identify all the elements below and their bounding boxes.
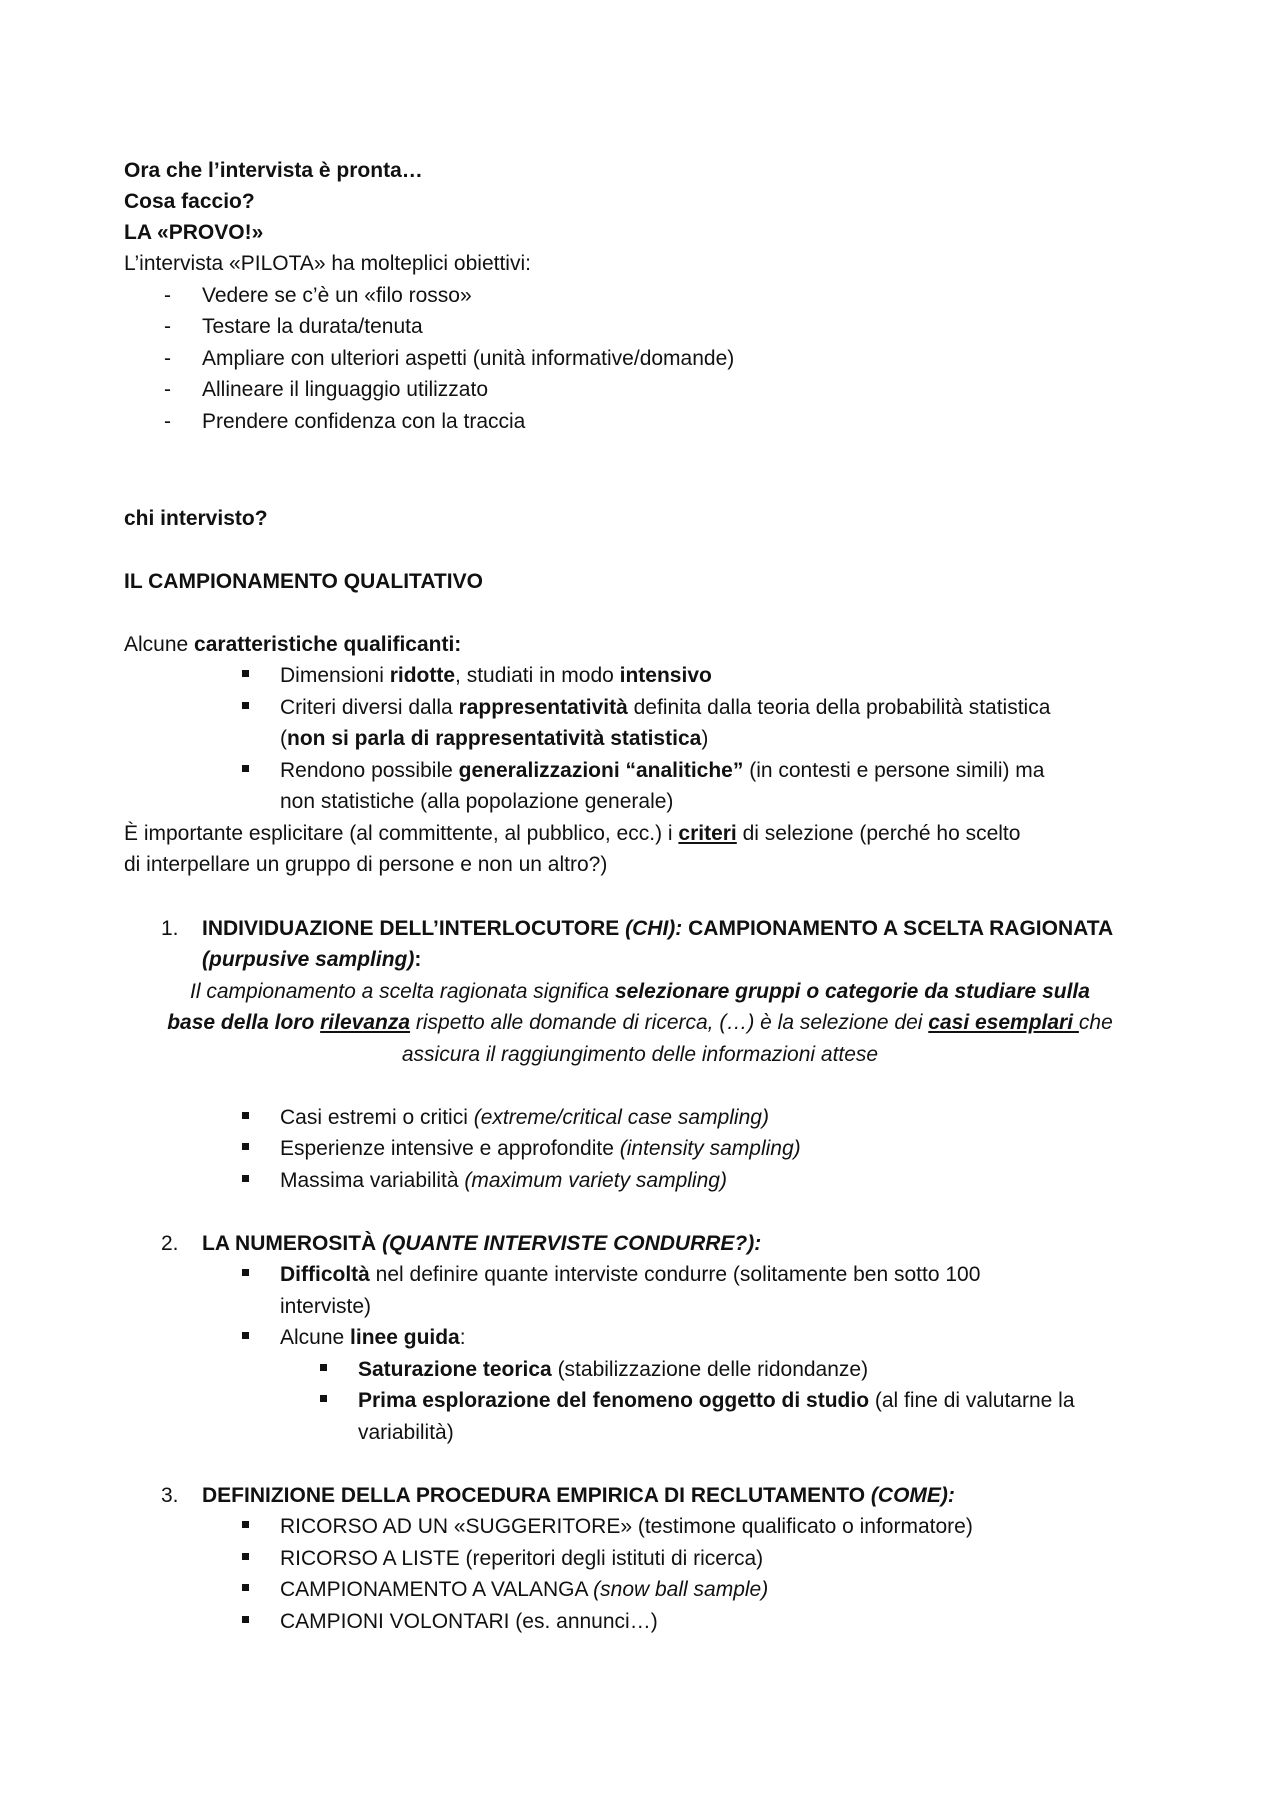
text-run: Dimensioni xyxy=(280,664,390,687)
text-run: Esperienze intensive e approfondite xyxy=(280,1137,620,1160)
text-run-bold: caratteristiche qualificanti: xyxy=(194,633,462,656)
text-run-italic: (maximum variety sampling) xyxy=(464,1169,727,1192)
guideline-item-1 xyxy=(358,1354,868,1386)
text-run: Criteri diversi dalla xyxy=(280,696,459,719)
text-run-bold: Prima esplorazione del fenomeno oggetto di studio xyxy=(358,1389,870,1412)
list-number: 1. xyxy=(161,917,179,940)
definition-quote-line-3: assicura il raggiungimento delle informazioni attese xyxy=(401,1043,879,1066)
recruitment-item: RICORSO AD UN «SUGGERITORE» (testimone qualificato o informatore) xyxy=(280,1515,973,1538)
objective-item: Testare la durata/tenuta xyxy=(202,315,423,338)
text-run: : xyxy=(414,948,422,971)
characteristic-item-2 xyxy=(280,692,1050,724)
objective-item: Vedere se c’è un «filo rosso» xyxy=(202,284,472,307)
square-bullet-icon xyxy=(242,765,249,772)
section3-title xyxy=(202,1480,955,1512)
list-number: 3. xyxy=(161,1484,179,1507)
text-run: ) xyxy=(701,727,709,750)
text-run: definita dalla teoria della probabilità statistica xyxy=(627,696,1051,719)
text-run: INDIVIDUAZIONE DELL’INTERLOCUTORE xyxy=(202,917,626,940)
text-run: CAMPIONAMENTO A VALANGA xyxy=(280,1578,594,1601)
text-run: Casi estremi o critici xyxy=(280,1106,474,1129)
characteristic-item-1 xyxy=(280,660,712,692)
criteria-paragraph-line-2: di interpellare un gruppo di persone e non un altro?) xyxy=(124,853,608,876)
text-run: di selezione (perché ho scelto xyxy=(736,822,1021,845)
section1-title-cont xyxy=(202,944,421,976)
characteristics-intro xyxy=(124,629,461,661)
text-run: Massima variabilità xyxy=(280,1169,465,1192)
text-run-bold: linee guida xyxy=(350,1326,460,1349)
text-run: (al fine di valutarne la xyxy=(869,1389,1075,1412)
square-bullet-icon xyxy=(242,1553,249,1560)
sampling-item xyxy=(280,1165,727,1197)
square-bullet-icon xyxy=(242,702,249,709)
dash-bullet: - xyxy=(164,315,171,338)
intro-line-4: L’intervista «PILOTA» ha molteplici obiettivi: xyxy=(124,252,531,275)
text-run-italic: (QUANTE INTERVISTE CONDURRE?): xyxy=(382,1232,762,1255)
text-run-bold: Saturazione teorica xyxy=(358,1358,552,1381)
text-run: (stabilizzazione delle ridondanze) xyxy=(551,1358,869,1381)
square-bullet-icon xyxy=(242,1616,249,1623)
recruitment-item: RICORSO A LISTE (reperitori degli istituti di ricerca) xyxy=(280,1547,764,1570)
objective-item: Ampliare con ulteriori aspetti (unità informative/domande) xyxy=(202,347,735,370)
text-run-bold: rappresentatività xyxy=(458,696,628,719)
text-run-bold: non si parla di rappresentatività statistica xyxy=(287,727,702,750)
square-bullet-icon xyxy=(242,1332,249,1339)
square-bullet-icon xyxy=(242,1269,249,1276)
section-heading: IL CAMPIONAMENTO QUALITATIVO xyxy=(124,570,483,593)
definition-quote-line-2 xyxy=(0,1007,1280,1039)
dash-bullet: - xyxy=(164,347,171,370)
text-run: LA NUMEROSITÀ xyxy=(202,1232,383,1255)
text-run-bold: generalizzazioni “analitiche” xyxy=(458,759,744,782)
text-run: : xyxy=(459,1326,466,1349)
sampling-item xyxy=(280,1133,801,1165)
characteristic-item-3 xyxy=(280,755,1044,787)
objective-item: Prendere confidenza con la traccia xyxy=(202,410,526,433)
square-bullet-icon xyxy=(242,1143,249,1150)
text-run: (in contesti e persone simili) ma xyxy=(743,759,1045,782)
text-run-bold-underline: criteri xyxy=(678,822,737,845)
criteria-paragraph-line-1 xyxy=(124,818,1020,850)
text-run: nel definire quante interviste condurre (solitamente ben sotto 100 xyxy=(369,1263,981,1286)
recruitment-item: CAMPIONI VOLONTARI (es. annunci…) xyxy=(280,1610,658,1633)
characteristic-item-3-cont: non statistiche (alla popolazione generale) xyxy=(280,790,674,813)
text-run: CAMPIONAMENTO A SCELTA RAGIONATA xyxy=(682,917,1114,940)
text-run-bold: ridotte xyxy=(389,664,456,687)
guideline-item-2 xyxy=(358,1385,1075,1417)
numerosity-item-1-cont: interviste) xyxy=(280,1295,372,1318)
square-bullet-icon xyxy=(320,1395,327,1402)
text-run-italic: (COME): xyxy=(870,1484,955,1507)
recruitment-item xyxy=(280,1574,768,1606)
text-run-italic: (CHI): xyxy=(625,917,683,940)
text-run: Il campionamento a scelta ragionata significa xyxy=(190,980,615,1003)
text-run-bold: intensivo xyxy=(619,664,712,687)
text-run: È importante esplicitare (al committente, al pubblico, ecc.) i xyxy=(124,822,679,845)
dash-bullet: - xyxy=(164,410,171,433)
text-run: ( xyxy=(280,727,287,750)
text-run-italic: (intensity sampling) xyxy=(619,1137,801,1160)
text-run: , studiati in modo xyxy=(455,664,620,687)
text-run-bold-underline: casi esemplari xyxy=(928,1011,1079,1034)
square-bullet-icon xyxy=(242,1521,249,1528)
characteristic-item-2-cont xyxy=(280,723,708,755)
numerosity-item-1 xyxy=(280,1259,980,1291)
intro-line-3: LA «PROVO!» xyxy=(124,221,264,244)
definition-quote-line-1 xyxy=(0,976,1280,1008)
text-run: DEFINIZIONE DELLA PROCEDURA EMPIRICA DI RECLUTAMENTO xyxy=(202,1484,871,1507)
text-run-italic: (purpusive sampling) xyxy=(202,948,415,971)
square-bullet-icon xyxy=(320,1364,327,1371)
intro-line-1: Ora che l’intervista è pronta… xyxy=(124,159,423,182)
square-bullet-icon xyxy=(242,1112,249,1119)
dash-bullet: - xyxy=(164,284,171,307)
text-run: Alcune xyxy=(280,1326,351,1349)
text-run-italic: (snow ball sample) xyxy=(593,1578,769,1601)
text-run: Alcune xyxy=(124,633,195,656)
section2-title xyxy=(202,1228,761,1260)
dash-bullet: - xyxy=(164,378,171,401)
text-run-bold: base della loro xyxy=(167,1011,321,1034)
text-run-italic: (extreme/critical case sampling) xyxy=(473,1106,769,1129)
section1-title xyxy=(202,913,1113,945)
list-number: 2. xyxy=(161,1232,179,1255)
square-bullet-icon xyxy=(242,670,249,677)
text-run-bold-underline: rilevanza xyxy=(320,1011,411,1034)
square-bullet-icon xyxy=(242,1584,249,1591)
text-run: che xyxy=(1078,1011,1113,1034)
square-bullet-icon xyxy=(242,1175,249,1182)
guideline-item-2-cont: variabilità) xyxy=(358,1421,454,1444)
sampling-item xyxy=(280,1102,769,1134)
text-run-bold: Difficoltà xyxy=(280,1263,370,1286)
text-run: Rendono possibile xyxy=(280,759,459,782)
intro-line-2: Cosa faccio? xyxy=(124,190,255,213)
text-run: rispetto alle domande di ricerca, (…) è la selezione dei xyxy=(410,1011,929,1034)
numerosity-item-2 xyxy=(280,1322,466,1354)
text-run-bold: selezionare gruppi o categorie da studiare sulla xyxy=(614,980,1090,1003)
objective-item: Allineare il linguaggio utilizzato xyxy=(202,378,489,401)
question-line: chi intervisto? xyxy=(124,507,268,530)
